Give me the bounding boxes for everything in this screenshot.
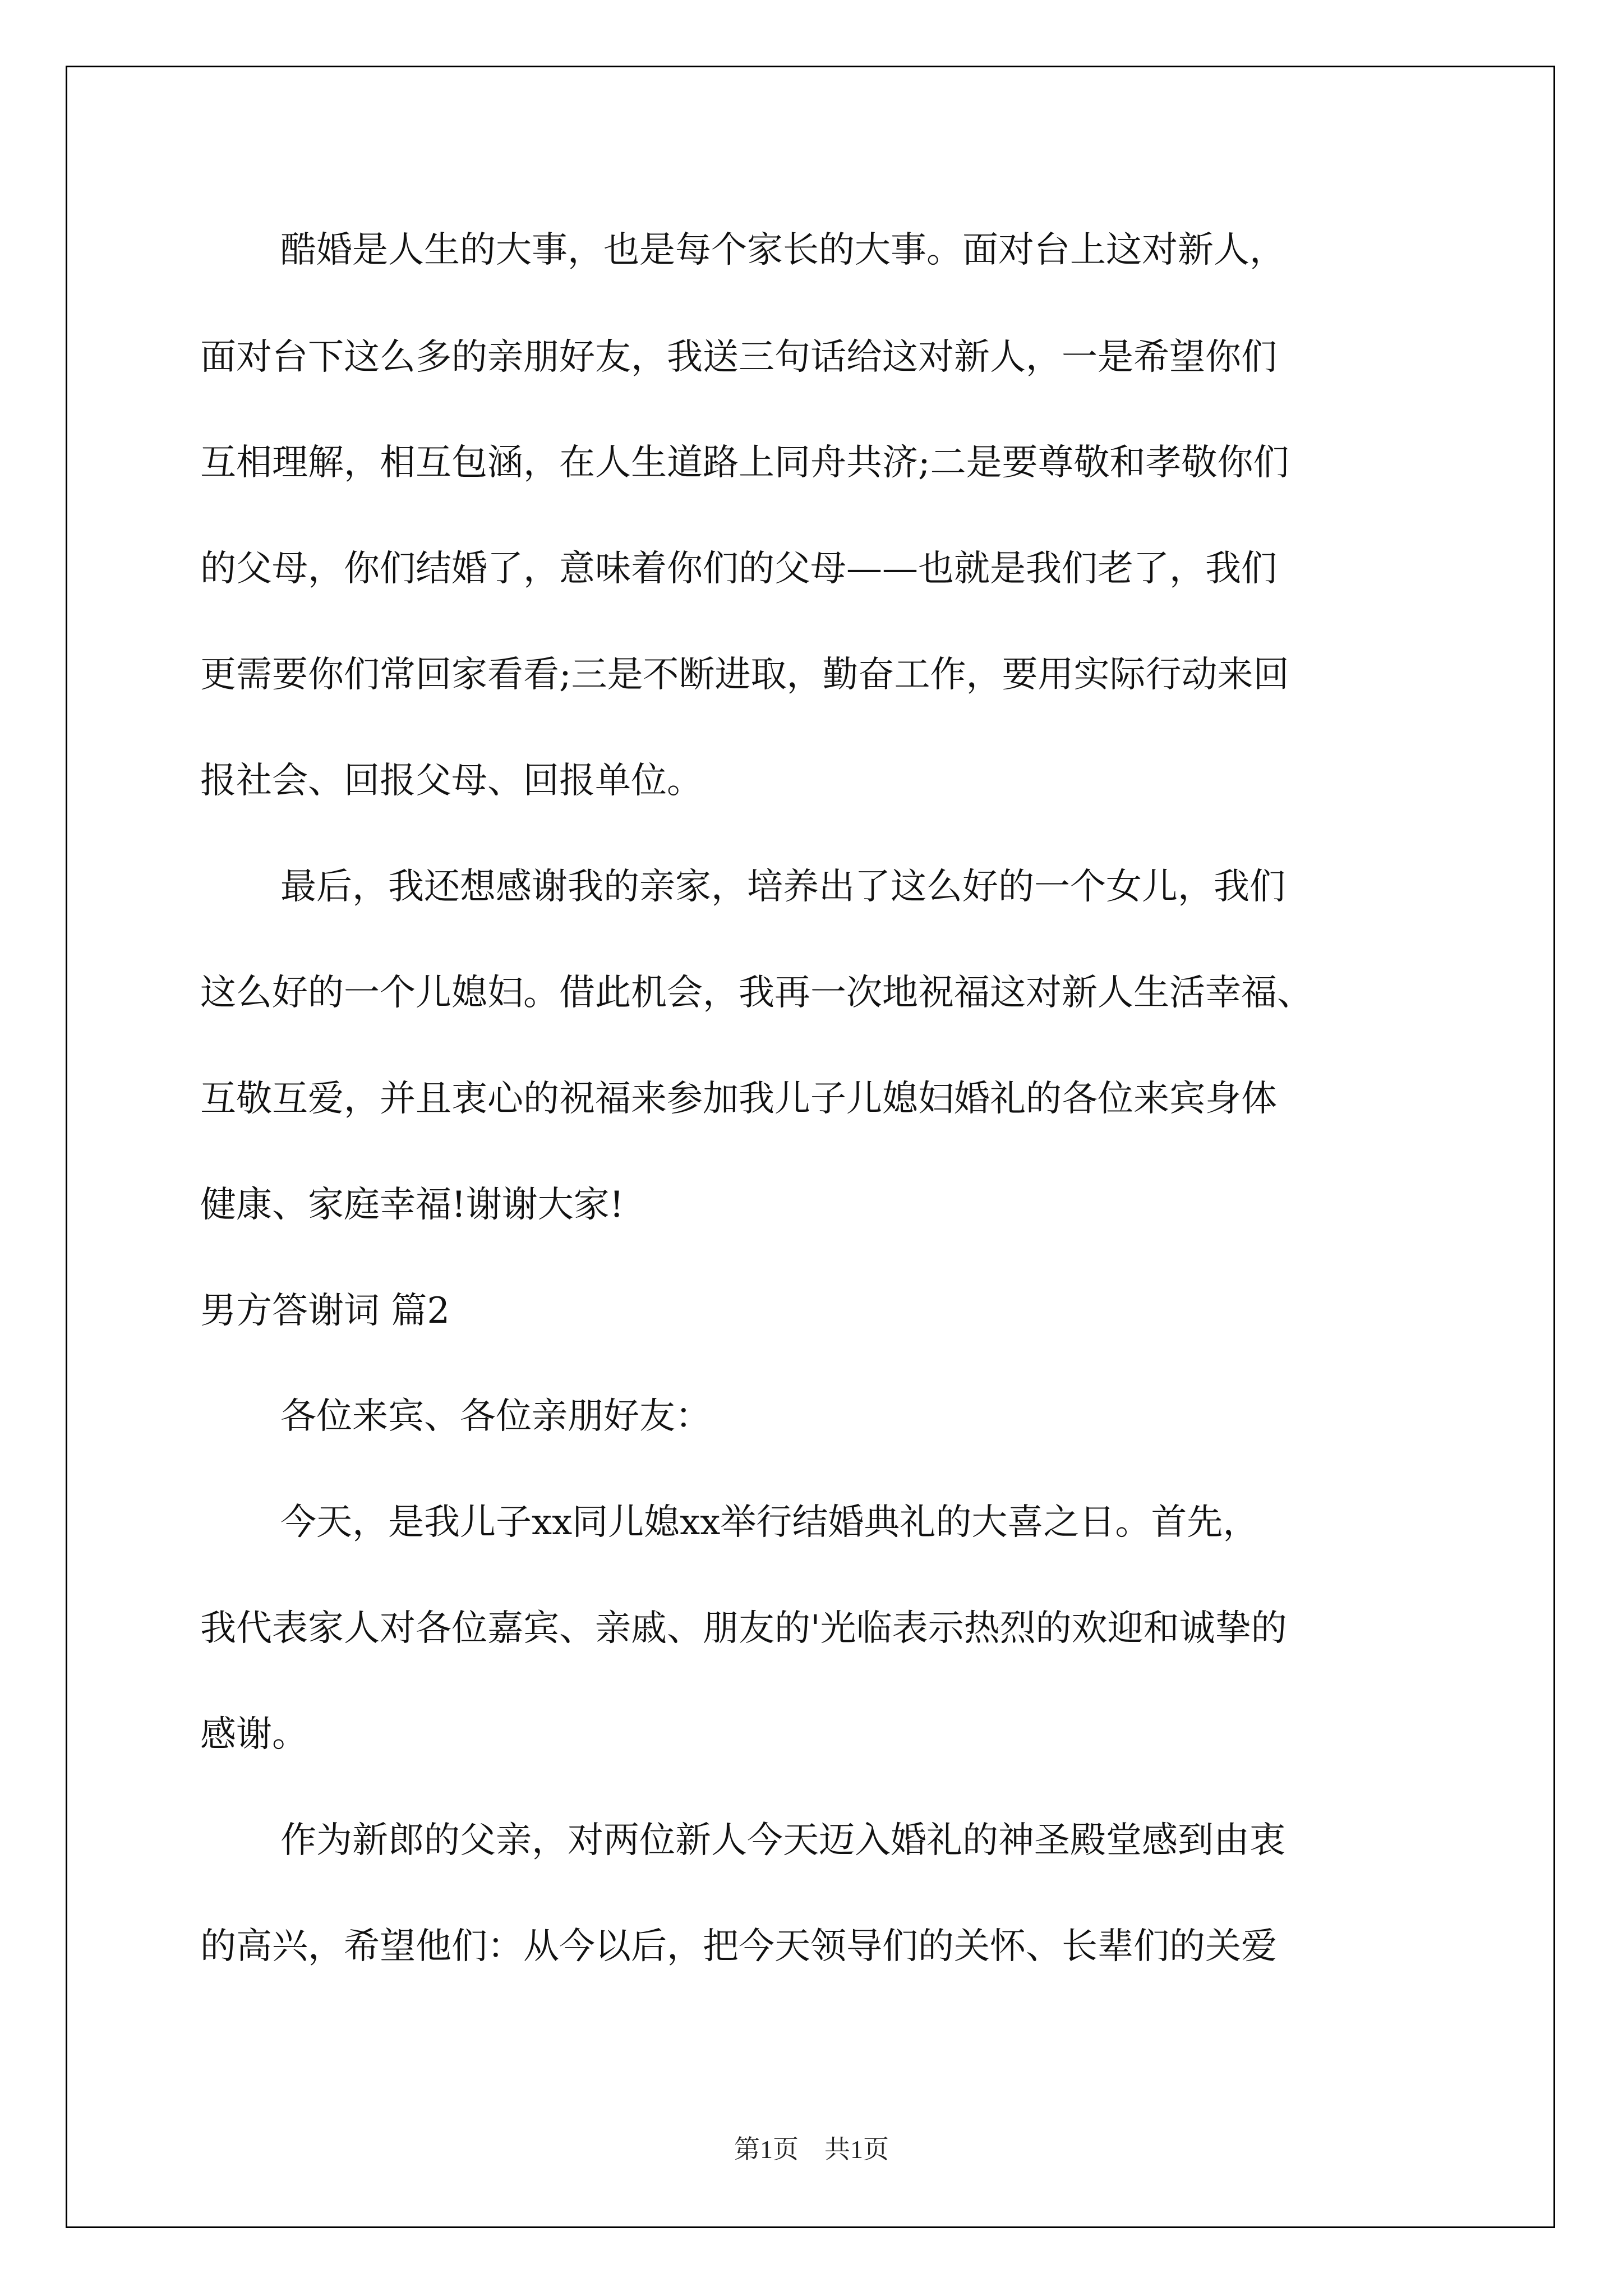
paragraph-line: 今天，是我儿子xx同儿媳xx举行结婚典礼的大喜之日。首先，: [280, 1502, 1259, 1543]
salutation-line: 各位来宾、各位亲朋好友：: [280, 1396, 711, 1437]
page-border: [66, 66, 1555, 2228]
page-number-footer: 第1页 共1页: [734, 2135, 889, 2164]
paragraph-line: 的父母，你们结婚了，意味着你们的父母——也就是我们老了，我们: [200, 548, 1277, 590]
paragraph-line: 报社会、回报父母、回报单位。: [200, 760, 703, 802]
paragraph-line: 更需要你们常回家看看;三是不断进取，勤奋工作，要用实际行动来回: [200, 654, 1289, 696]
paragraph-line: 感谢。: [200, 1714, 308, 1755]
section-heading: 男方答谢词 篇2: [200, 1290, 450, 1332]
paragraph-line: 最后，我还想感谢我的亲家，培养出了这么好的一个女儿，我们: [280, 866, 1285, 908]
paragraph-line: 这么好的一个儿媳妇。借此机会，我再一次地祝福这对新人生活幸福、: [200, 972, 1313, 1014]
paragraph-line: 我代表家人对各位嘉宾、亲戚、朋友的'光临表示热烈的欢迎和诚挚的: [200, 1608, 1287, 1649]
paragraph-line: 健康、家庭幸福!谢谢大家!: [200, 1184, 624, 1226]
paragraph-line: 面对台下这么多的亲朋好友，我送三句话给这对新人，一是希望你们: [200, 337, 1277, 378]
paragraph-line: 互敬互爱，并且衷心的祝福来参加我儿子儿媳妇婚礼的各位来宾身体: [200, 1078, 1277, 1120]
paragraph-line: 互相理解，相互包涵，在人生道路上同舟共济;二是要尊敬和孝敬你们: [200, 442, 1289, 484]
paragraph-line: 作为新郎的父亲，对两位新人今天迈入婚礼的神圣殿堂感到由衷: [280, 1820, 1285, 1861]
paragraph-line: 的高兴，希望他们：从今以后，把今天领导们的关怀、长辈们的关爱: [200, 1926, 1277, 1967]
paragraph-line: 酷婚是人生的大事，也是每个家长的大事。面对台上这对新人，: [280, 229, 1285, 271]
